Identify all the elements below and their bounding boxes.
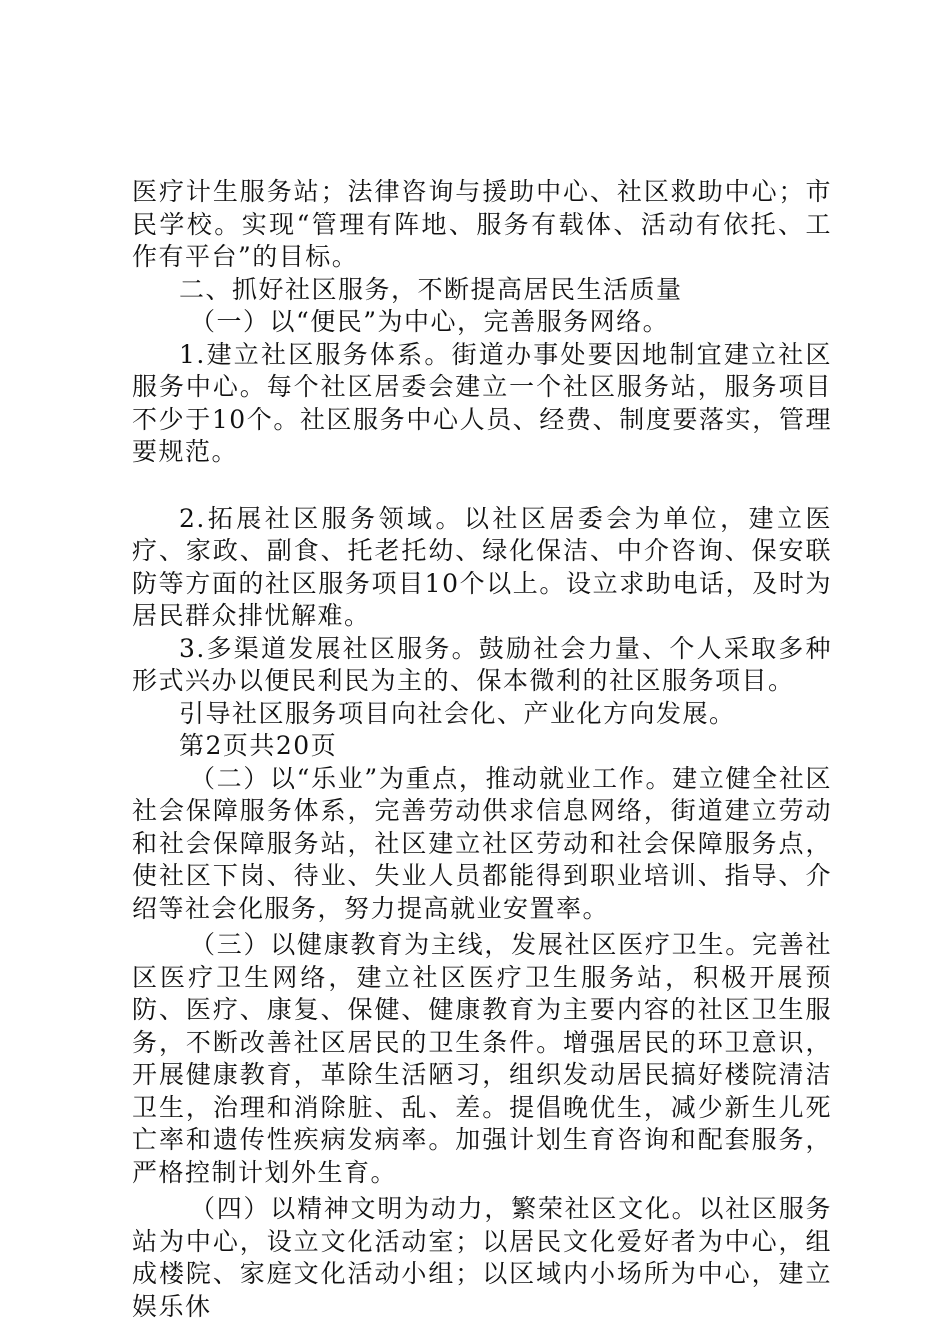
section-heading-two: 二、抓好社区服务，不断提高居民生活质量 (179, 274, 683, 304)
document-body (132, 176, 832, 1323)
paragraph-culture: （四）以精神文明为动力，繁荣社区文化。以社区服务站为中心，设立文化活动室；以居民文化爱好者为中心，组成楼院、家庭文化活动小组；以区域内小场所为中心，建立娱乐休 (132, 1194, 832, 1321)
paragraph-item-3: 3.多渠道发展社区服务。鼓励社会力量、个人采取多种形式兴办以便民利民为主的、保本微利的社区服务项目。 (132, 633, 832, 695)
paragraph-continuation: 医疗计生服务站；法律咨询与援助中心、社区救助中心；市民学校。实现“管理有阵地、服务有载体、活动有依托、工作有平台”的目标。 (132, 177, 832, 271)
paragraph-employment: （二）以“乐业”为重点，推动就业工作。建立健全社区社会保障服务体系，完善劳动供求信息网络，街道建立劳动和社会保障服务站，社区建立社区劳动和社会保障服务点，使社区下岗、待业、失业人员都能得到职业培训、指导、介绍等社会化服务，努力提高就业安置率。 (132, 763, 832, 923)
paragraph-item-1: 1.建立社区服务体系。街道办事处要因地制宜建立社区服务中心。每个社区居委会建立一个社区服务站，服务项目不少于10个。社区服务中心人员、经费、制度要落实，管理要规范。 (132, 339, 832, 466)
paragraph-health: （三）以健康教育为主线，发展社区医疗卫生。完善社区医疗卫生网络，建立社区医疗卫生服务站，积极开展预防、医疗、康复、保健、健康教育为主要内容的社区卫生服务，不断改善社区居民的卫生条件。增强居民的环卫意识，开展健康教育，革除生活陋习，组织发动居民搞好楼院清洁卫生，治理和消除脏、乱、差。提倡晚优生，减少新生儿死亡率和遗传性疾病发病率。加强计划生育咨询和配套服务，严格控制计划外生育。 (132, 930, 832, 1187)
page-number: 第2页共20页 (179, 731, 338, 760)
paragraph-guidance: 引导社区服务项目向社会化、产业化方向发展。 (179, 698, 736, 728)
paragraph-item-2: 2.拓展社区服务领域。以社区居委会为单位，建立医疗、家政、副食、托老托幼、绿化保洁、中介咨询、保安联防等方面的社区服务项目10个以上。设立求助电话，及时为居民群众排忧解难。 (132, 503, 832, 630)
subsection-heading-one: （一）以“便民”为中心，完善服务网络。 (190, 307, 670, 336)
